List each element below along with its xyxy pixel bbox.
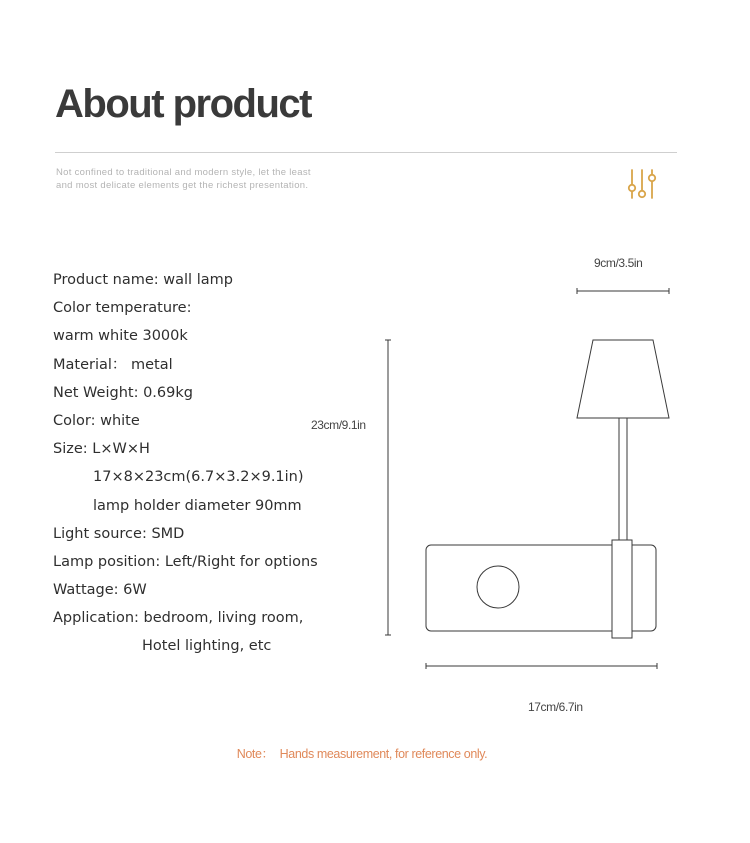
length-dimension-label: 17cm/6.7in (528, 700, 583, 714)
stem-clamp (612, 540, 632, 638)
tagline: Not confined to traditional and modern style, let the least and most delicate elements get the richest presentation. (56, 167, 311, 191)
spec-item: Color: white (53, 412, 140, 429)
switch-knob (477, 566, 519, 608)
spec-item: Color temperature: (53, 300, 192, 317)
page-title: About product (55, 82, 311, 126)
disclaimer-note (0, 744, 730, 762)
spec-item: lamp holder diameter 90mm (93, 497, 302, 514)
spec-item: Hotel lighting, etc (142, 638, 272, 655)
lamp-shade (577, 340, 669, 418)
spec-item: 17×8×23cm(6.7×3.2×9.1in) (93, 469, 304, 486)
spec-item: Wattage: 6W (53, 582, 147, 599)
spec-item: Light source: SMD (53, 525, 185, 542)
width-dimension-label: 9cm/3.5in (594, 256, 643, 270)
spec-item: Material： metal (53, 356, 173, 373)
height-dimension-label: 23cm/9.1in (311, 418, 366, 432)
spec-item: warm white 3000k (53, 328, 188, 345)
spec-item: Size: L×W×H (53, 441, 150, 458)
note-label: Note： (236, 747, 274, 761)
spec-item: Product name: wall lamp (53, 272, 233, 288)
spec-item: Lamp position: Left/Right for options (53, 553, 318, 570)
note-text: Hands measurement, for reference only. (279, 747, 488, 761)
spec-item: Application: bedroom, living room, (53, 610, 304, 627)
spec-item: Net Weight: 0.69kg (53, 384, 193, 401)
